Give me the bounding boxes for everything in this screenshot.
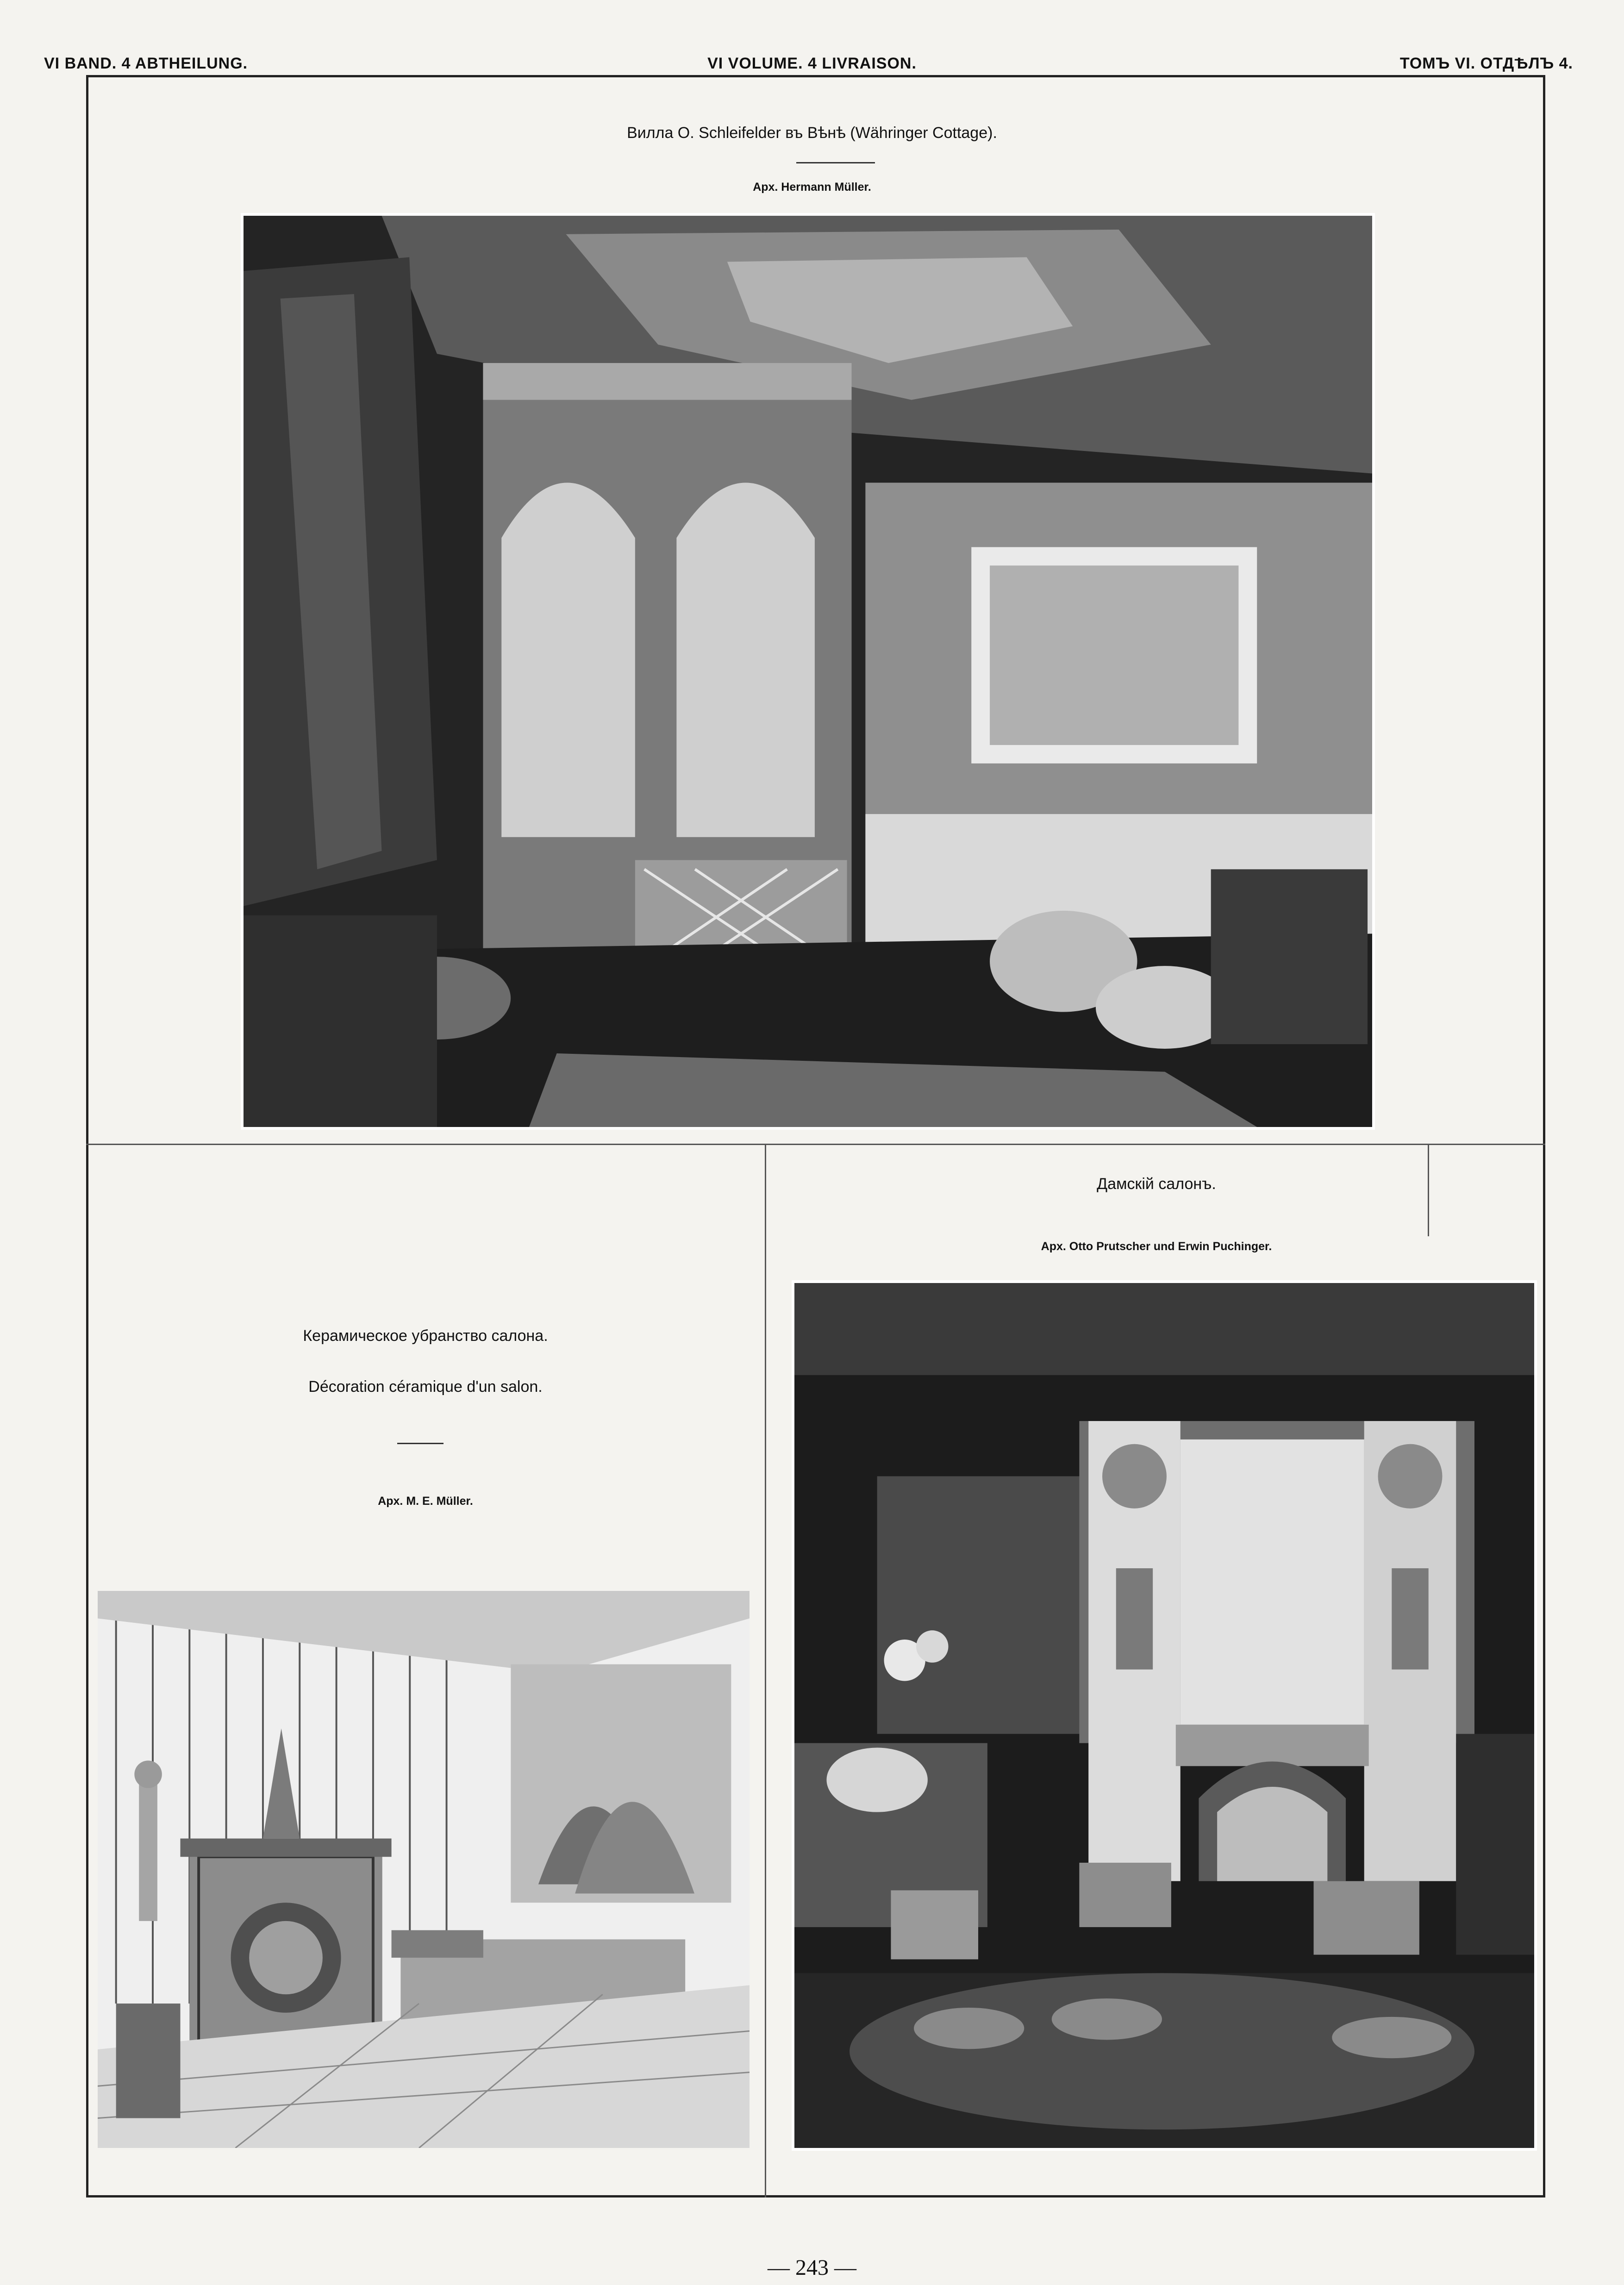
plate-right-title: Дамскій салонъ. bbox=[1097, 1175, 1216, 1193]
photo-ladies-salon bbox=[792, 1280, 1537, 2151]
plate-top-title: Вилла O. Schleifelder въ Вѣнѣ (Währinger Cottage). bbox=[627, 124, 997, 142]
plate-right-architect: Apx. Otto Prutscher und Erwin Puchinger. bbox=[1041, 1240, 1272, 1253]
photo-villa-interior bbox=[241, 213, 1375, 1130]
plate-top-rule bbox=[796, 162, 875, 163]
header-right: ТОМЪ VI. ОТДѢЛЪ 4. bbox=[1399, 55, 1573, 72]
divider-vertical bbox=[765, 1144, 766, 2197]
page-number: — 243 — bbox=[768, 2255, 856, 2280]
plate-top-architect: Apx. Hermann Müller. bbox=[753, 181, 871, 194]
plate-left-architect: Apx. M. E. Müller. bbox=[378, 1495, 473, 1508]
header-left: VI BAND. 4 ABTHEILUNG. bbox=[44, 55, 248, 72]
divider-horizontal bbox=[86, 1144, 1545, 1145]
plate-left-rule bbox=[397, 1443, 443, 1444]
plate-left-title-ru: Керамическое убранство салона. bbox=[303, 1327, 548, 1345]
plate-left-title-fr: Décoration céramique d'un salon. bbox=[308, 1378, 543, 1396]
header-center: VI VOLUME. 4 LIVRAISON. bbox=[707, 55, 917, 72]
engraving-ceramic-salon bbox=[95, 1588, 752, 2151]
